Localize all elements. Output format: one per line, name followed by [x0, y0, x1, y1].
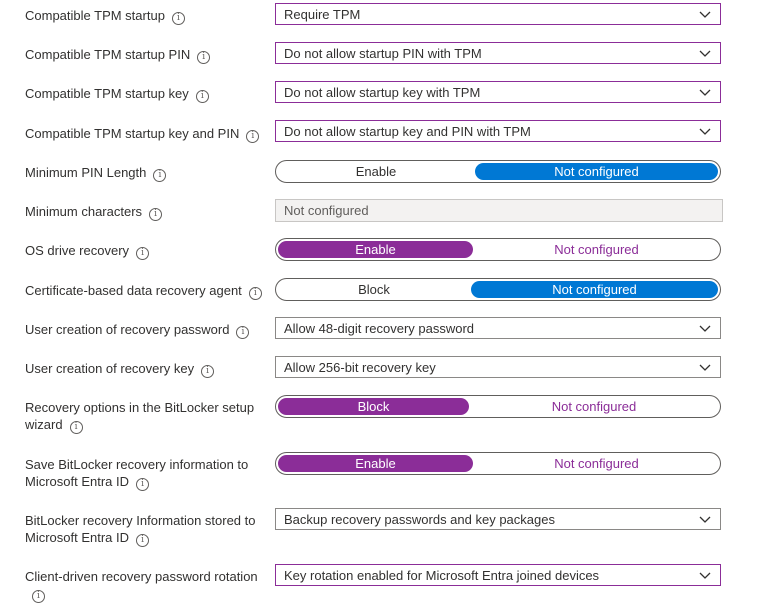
- certificate-based-data-recovery-agent-toggle: [275, 278, 721, 301]
- info-icon[interactable]: i: [136, 478, 149, 491]
- dropdown-value: Allow 48-digit recovery password: [284, 321, 475, 336]
- chevron-down-icon: [699, 322, 711, 334]
- setting-label: BitLocker recovery Information stored to Microsoft Entra ID i: [25, 513, 256, 545]
- setting-label: Client-driven recovery password rotationi: [25, 569, 258, 601]
- dropdown-value: Do not allow startup key and PIN with TPM: [284, 124, 531, 139]
- chevron-down-icon: [699, 361, 711, 373]
- save-recovery-info-to-entra-toggle: [275, 452, 721, 475]
- setting-label: Recovery options in the BitLocker setup wizard i: [25, 400, 255, 432]
- setting-label: Compatible TPM startup key and PIN i: [25, 125, 265, 143]
- dropdown-value: Do not allow startup key with TPM: [284, 85, 481, 100]
- dropdown-value: Backup recovery passwords and key packages: [284, 512, 555, 527]
- client-driven-recovery-password-rotation-dropdown[interactable]: [275, 564, 721, 586]
- info-icon[interactable]: i: [197, 51, 210, 64]
- info-icon[interactable]: i: [70, 421, 83, 434]
- not-configured-option[interactable]: Not configured: [554, 456, 639, 471]
- info-icon[interactable]: i: [249, 287, 262, 300]
- block-option[interactable]: Block: [358, 282, 390, 297]
- not-configured-option[interactable]: Not configured: [471, 281, 718, 298]
- minimum-pin-length-toggle: [275, 160, 721, 183]
- enable-option[interactable]: Enable: [278, 241, 473, 258]
- field-value: Not configured: [284, 203, 369, 218]
- setting-label: Save BitLocker recovery information to Microsoft Entra ID i: [25, 457, 249, 489]
- setting-label: User creation of recovery password i: [25, 321, 265, 339]
- user-creation-of-recovery-key-dropdown[interactable]: [275, 356, 721, 378]
- compatible-tpm-startup-dropdown[interactable]: [275, 3, 721, 25]
- chevron-down-icon: [699, 47, 711, 59]
- info-icon[interactable]: i: [236, 326, 249, 339]
- setting-label: Minimum PIN Length i: [25, 164, 265, 182]
- chevron-down-icon: [699, 125, 711, 137]
- dropdown-value: Allow 256-bit recovery key: [284, 360, 436, 375]
- compatible-tpm-startup-key-and-pin-dropdown[interactable]: [275, 120, 721, 142]
- info-icon[interactable]: i: [149, 208, 162, 221]
- setting-label: User creation of recovery key i: [25, 360, 265, 378]
- user-creation-of-recovery-password-dropdown[interactable]: [275, 317, 721, 339]
- setting-label: Compatible TPM startup PIN i: [25, 46, 265, 64]
- info-icon[interactable]: i: [136, 247, 149, 260]
- not-configured-option[interactable]: Not configured: [551, 399, 637, 414]
- info-icon[interactable]: i: [246, 130, 259, 143]
- recovery-options-setup-wizard-toggle: [275, 395, 721, 418]
- chevron-down-icon: [699, 8, 711, 20]
- recovery-info-stored-to-entra-dropdown[interactable]: [275, 508, 721, 530]
- info-icon[interactable]: i: [136, 534, 149, 547]
- info-icon[interactable]: i: [201, 365, 214, 378]
- setting-label: Compatible TPM startup i: [25, 7, 265, 25]
- not-configured-option[interactable]: Not configured: [475, 163, 718, 180]
- setting-label: Minimum characters i: [25, 203, 265, 221]
- not-configured-option[interactable]: Not configured: [554, 242, 639, 257]
- chevron-down-icon: [699, 569, 711, 581]
- dropdown-value: Require TPM: [284, 7, 361, 22]
- dropdown-value: Key rotation enabled for Microsoft Entra joined devices: [284, 568, 600, 583]
- enable-option[interactable]: Enable: [278, 455, 473, 472]
- info-icon[interactable]: i: [153, 169, 166, 182]
- setting-label: Certificate-based data recovery agent i: [25, 282, 265, 300]
- os-drive-recovery-toggle: [275, 238, 721, 261]
- info-icon[interactable]: i: [196, 90, 209, 103]
- compatible-tpm-startup-key-dropdown[interactable]: [275, 81, 721, 103]
- info-icon[interactable]: i: [172, 12, 185, 25]
- enable-option[interactable]: Enable: [355, 164, 397, 179]
- block-option[interactable]: Block: [278, 398, 469, 415]
- setting-label: Compatible TPM startup key i: [25, 85, 265, 103]
- setting-label: OS drive recovery i: [25, 242, 265, 260]
- chevron-down-icon: [699, 86, 711, 98]
- compatible-tpm-startup-pin-dropdown[interactable]: [275, 42, 721, 64]
- minimum-characters-field: [275, 199, 723, 222]
- dropdown-value: Do not allow startup PIN with TPM: [284, 46, 482, 61]
- chevron-down-icon: [699, 513, 711, 525]
- info-icon[interactable]: i: [32, 590, 45, 603]
